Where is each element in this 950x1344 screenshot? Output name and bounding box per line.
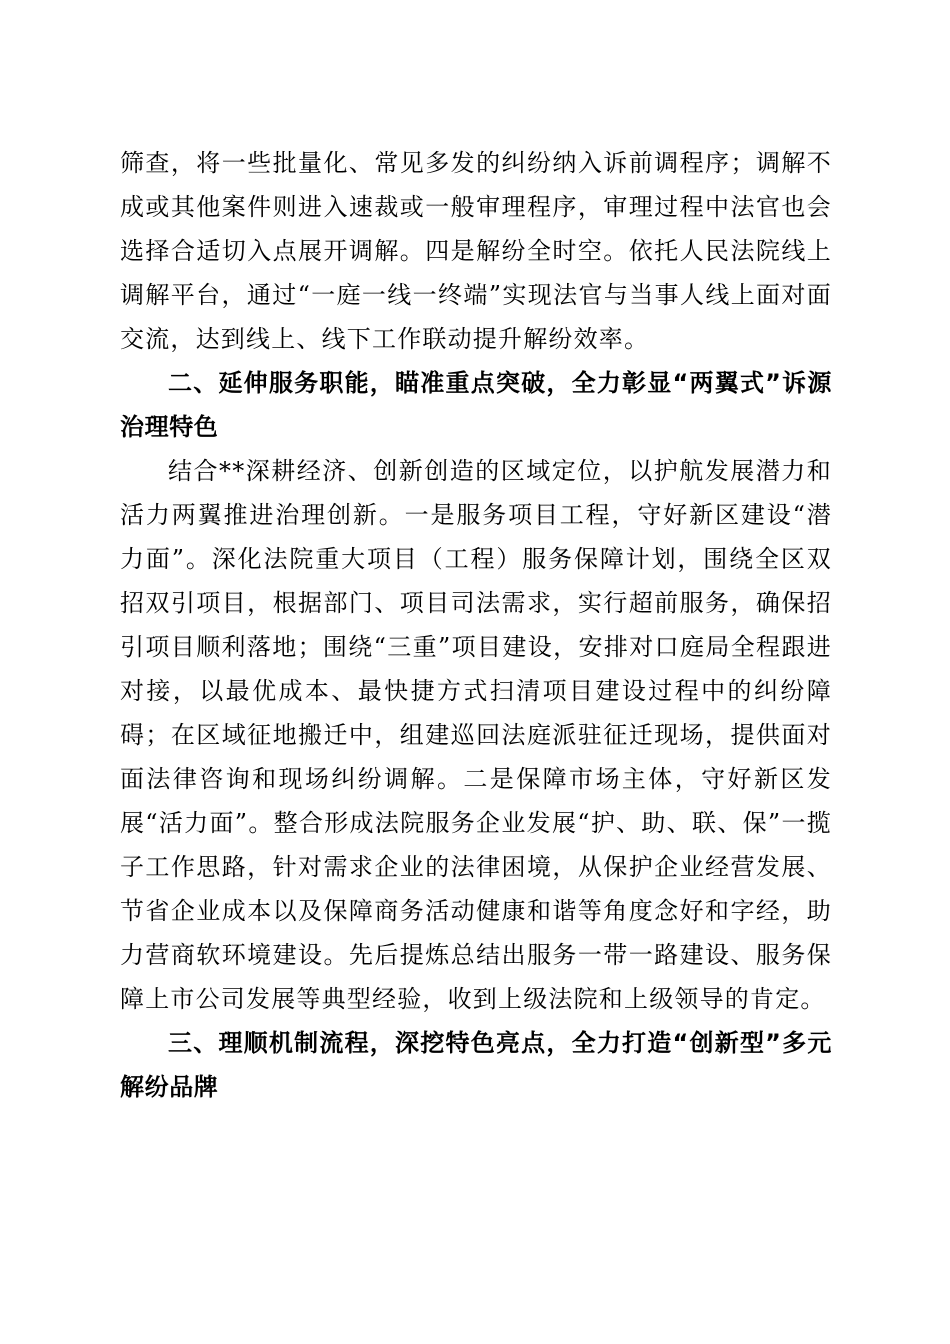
document-body (120, 141, 832, 1109)
section-heading-three: 三、理顺机制流程，深挖特色亮点，全力打造“创新型”多元解纷品牌 (120, 1029, 832, 1101)
section-heading-two: 二、延伸服务职能，瞄准重点突破，全力彰显“两翼式”诉源治理特色 (120, 369, 832, 441)
paragraph-section-two: 结合**深耕经济、创新创造的区域定位，以护航发展潜力和活力两翼推进治理创新。一是服务项目工程，守好新区建设“潜力面”。深化法院重大项目（工程）服务保障计划，围绕全区双招双引项目，根据部门、项目司法需求，实行超前服务，确保招引项目顺利落地；围绕“三重”项目建设，安排对口庭局全程跟进对接，以最优成本、最快捷方式扫清项目建设过程中的纠纷障碍；在区域征地搬迁中，组建巡回法庭派驻征迁现场，提供面对面法律咨询和现场纠纷调解。二是保障市场主体，守好新区发展“活力面”。整合形成法院服务企业发展“护、助、联、保”一揽子工作思路，针对需求企业的法律困境，从保护企业经营发展、节省企业成本以及保障商务活动健康和谐等角度念好和字经，助力营商软环境建设。先后提炼总结出服务一带一路建设、服务保障上市公司发展等典型经验，收到上级法院和上级领导的肯定。 (120, 457, 832, 1013)
paragraph-continued: 筛查，将一些批量化、常见多发的纠纷纳入诉前调程序；调解不成或其他案件则进入速裁或一般审理程序，审理过程中法官也会选择合适切入点展开调解。四是解纷全时空。依托人民法院线上调解平台，通过“一庭一线一终端”实现法官与当事人线上面对面交流，达到线上、线下工作联动提升解纷效率。 (120, 149, 832, 353)
